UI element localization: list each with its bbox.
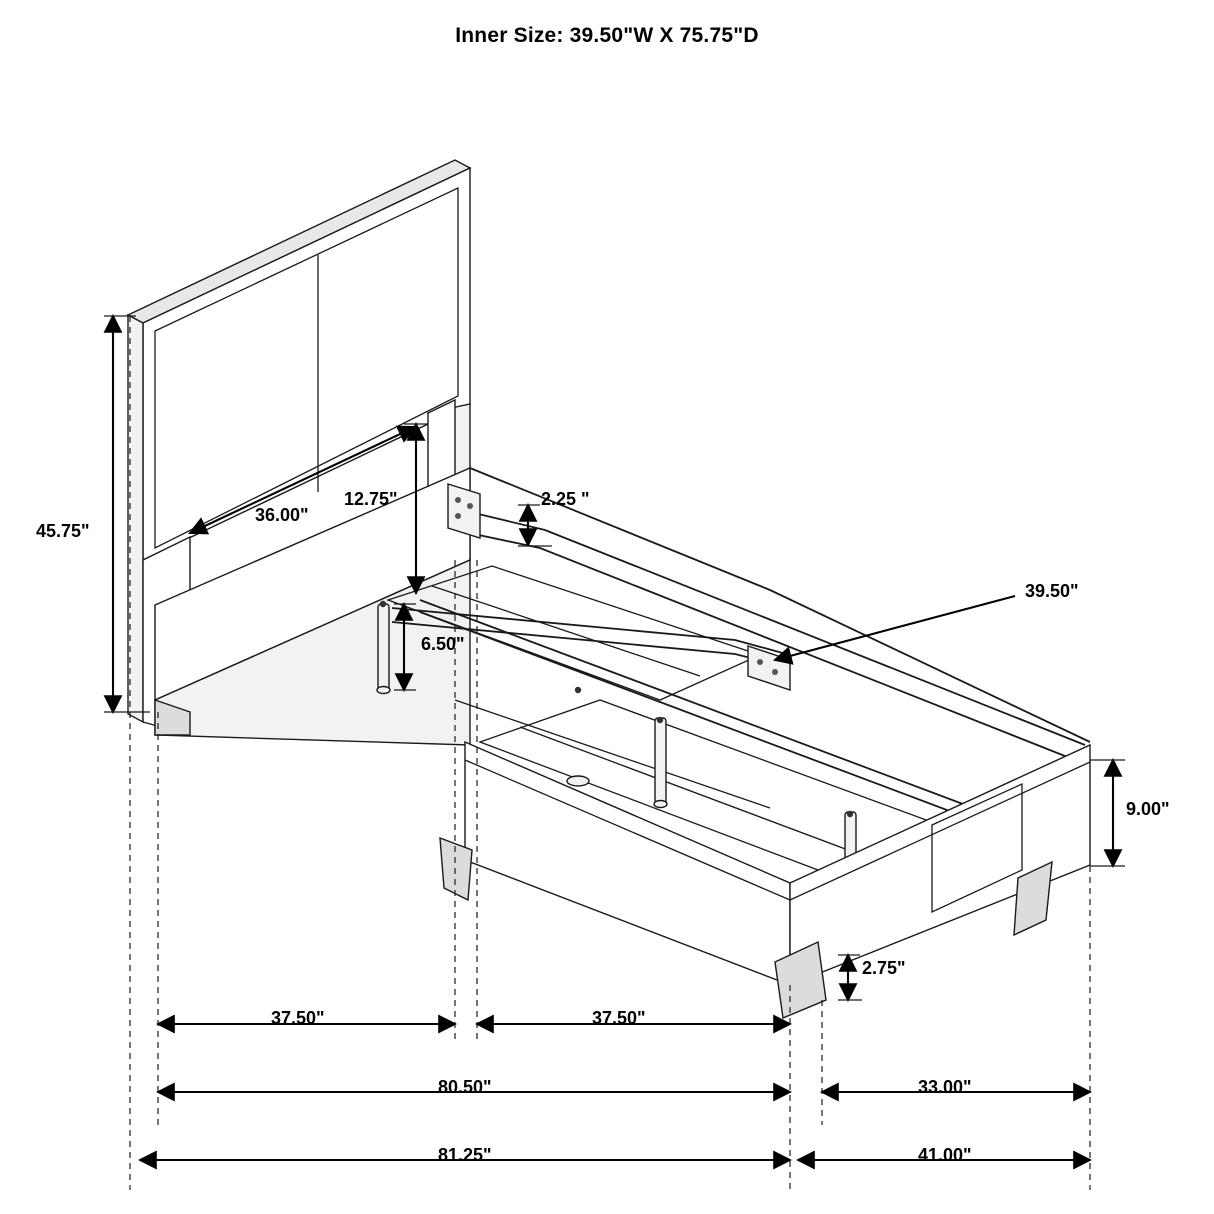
dim-headboard-panel-height: 36.00" (255, 505, 309, 525)
dim-rail-top-offset: 2.25 " (541, 489, 590, 509)
dim-inner-width-callout: 39.50" (1025, 581, 1079, 601)
dim-foot-width: 33.00" (918, 1077, 972, 1097)
dim-headboard-clearance: 12.75" (344, 489, 398, 509)
dim-overall-length: 81.25" (438, 1145, 492, 1165)
dim-half-length-right: 37.50" (592, 1008, 646, 1028)
page-title: Inner Size: 39.50"W X 75.75"D (455, 24, 759, 47)
dim-overall-width: 41.00" (918, 1145, 972, 1165)
dim-headboard-height: 45.75" (36, 521, 90, 541)
dim-rail-height: 9.00" (1126, 799, 1170, 819)
dim-half-length-left: 37.50" (271, 1008, 325, 1028)
dim-slat-leg-height: 6.50" (421, 634, 465, 654)
dim-inner-length: 80.50" (438, 1077, 492, 1097)
dim-leg-height: 2.75" (862, 958, 906, 978)
